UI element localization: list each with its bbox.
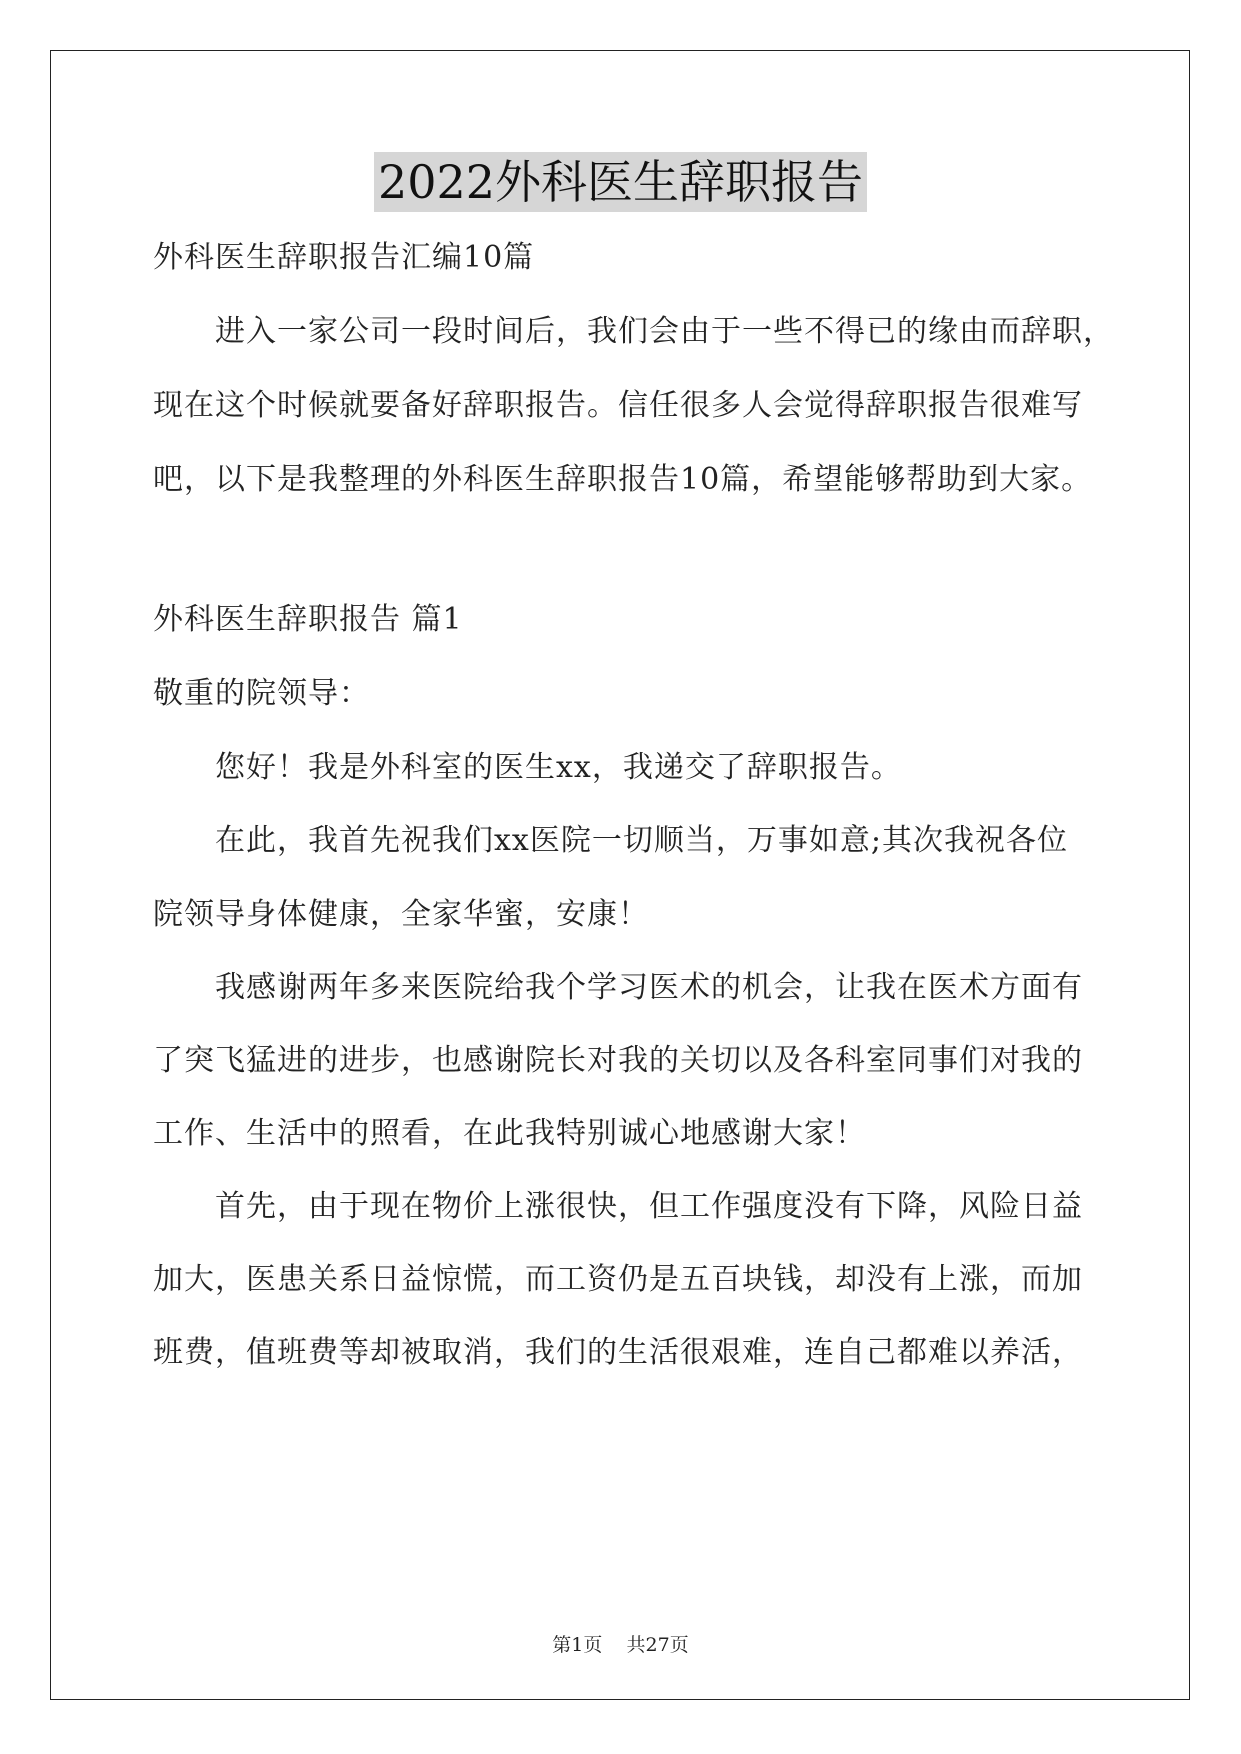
paragraph-line: 我感谢两年多来医院给我个学习医术的机会，让我在医术方面有 xyxy=(215,970,1083,1005)
paragraph-line: 吧，以下是我整理的外科医生辞职报告10篇，希望能够帮助到大家。 xyxy=(153,462,1093,497)
paragraph-line: 院领导身体健康，全家华蜜，安康！ xyxy=(153,897,649,932)
paragraph-line: 现在这个时候就要备好辞职报告。信任很多人会觉得辞职报告很难写 xyxy=(153,388,1083,423)
title-container xyxy=(0,152,1241,212)
page-footer: 第1页 共27页 xyxy=(552,1634,689,1656)
page-border xyxy=(50,50,1190,1700)
paragraph-line: 工作、生活中的照看，在此我特别诚心地感谢大家！ xyxy=(153,1116,866,1151)
section-heading: 外科医生辞职报告 篇1 xyxy=(153,602,463,637)
paragraph-line: 进入一家公司一段时间后，我们会由于一些不得已的缘由而辞职， xyxy=(215,314,1114,349)
paragraph-line: 了突飞猛进的进步，也感谢院长对我的关切以及各科室同事们对我的 xyxy=(153,1043,1083,1078)
document-title: 2022外科医生辞职报告 xyxy=(374,152,867,212)
salutation: 敬重的院领导： xyxy=(153,676,370,711)
paragraph-line: 在此，我首先祝我们xx医院一切顺当，万事如意;其次我祝各位 xyxy=(215,823,1068,858)
paragraph-line: 您好！我是外科室的医生xx，我递交了辞职报告。 xyxy=(215,750,902,785)
paragraph-line: 班费，值班费等却被取消，我们的生活很艰难，连自己都难以养活， xyxy=(153,1335,1083,1370)
paragraph-line: 加大，医患关系日益惊慌，而工资仍是五百块钱，却没有上涨，而加 xyxy=(153,1262,1083,1297)
paragraph-line: 首先，由于现在物价上涨很快，但工作强度没有下降，风险日益 xyxy=(215,1189,1083,1224)
document-subtitle: 外科医生辞职报告汇编10篇 xyxy=(153,240,535,275)
